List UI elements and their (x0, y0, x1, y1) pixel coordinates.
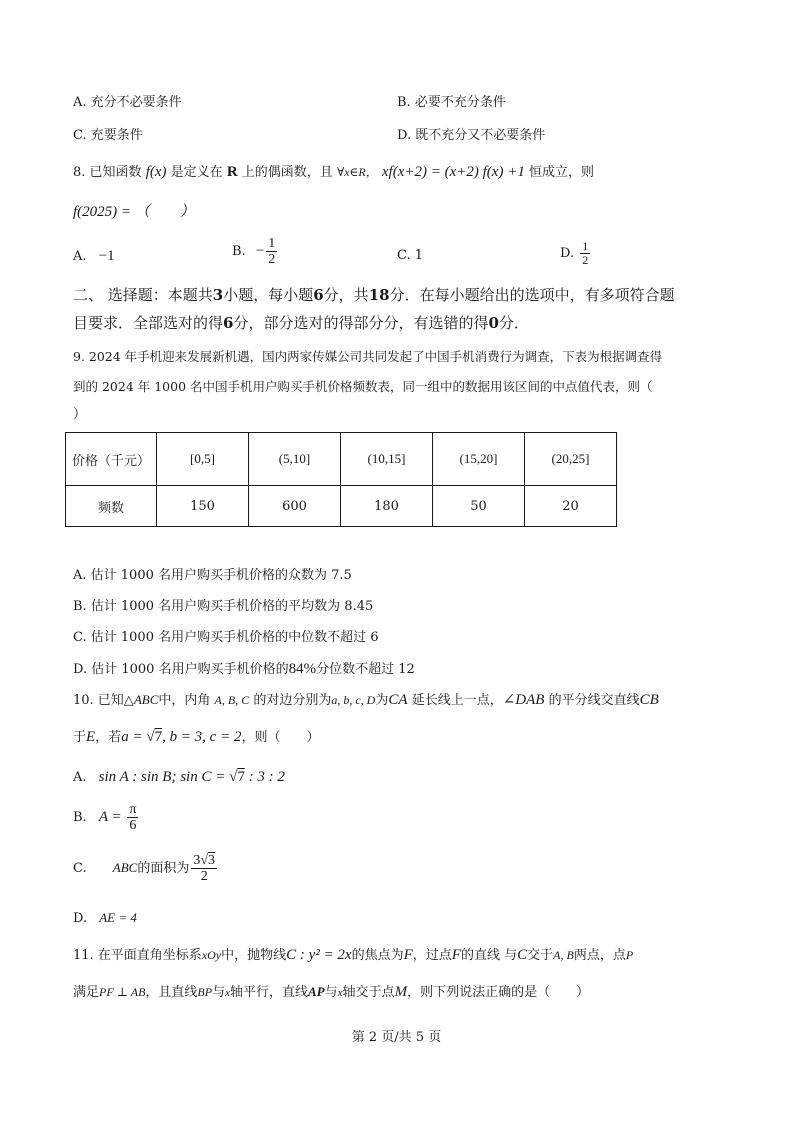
q8-fx: f(x) (145, 164, 167, 180)
page-footer: 第 2 页/共 5 页 (351, 1030, 442, 1045)
q8-option-d-fraction: $\frac{1}{2}$ (582, 239, 589, 267)
q9-stem-line1: 9. 2024 年手机迎来发展新机遇，国内两家传媒公司共同发起了中国手机消费行为调查，下表为根据调查得 (73, 349, 663, 364)
q9-option-d: D. 估计 1000 名用户购买手机价格的84%分位数不超过 12 (73, 661, 415, 677)
table-count-cell: 180 (341, 486, 433, 527)
q8-option-d (560, 240, 592, 267)
q8-equation: xf(x+2) = (x+2) f(x) +1 (381, 164, 525, 180)
table-interval-cell: (15,20] (433, 433, 525, 486)
q8-ask: f(2025) = （ ） (73, 204, 195, 220)
q8-option-b (232, 236, 279, 267)
q10-option-b-fraction: $\frac{\pi}{6}$ (129, 802, 137, 833)
table-interval-cell: (10,15] (341, 433, 433, 486)
q8-mid2: 上的偶函数，且 (241, 165, 333, 180)
q8-option-a-value: −1 (98, 248, 115, 264)
q9-stem-line2: 到的 2024 年 1000 名中国手机用户购买手机价格频数表，同一组中的数据用该区间的中点值代表，则（ (73, 379, 653, 394)
q9-option-a: A. 估计 1000 名用户购买手机价格的众数为 7.5 (73, 568, 352, 583)
section2-line1: 二、 选择题：本题共3小题，每小题6分，共18分．在每小题给出的选项中，有多项符合题 (73, 286, 675, 304)
table-interval-cell: (20,25] (525, 433, 617, 486)
table-row (66, 486, 617, 527)
q10-option-c: C. ABC的面积为 $\frac{3√3}{2}$ (73, 853, 216, 884)
q8-option-c: C. 1 (397, 248, 424, 263)
table-count-cell: 20 (525, 486, 617, 527)
table-count-cell: 50 (433, 486, 525, 527)
table-interval-cell: [0,5] (157, 433, 249, 486)
table-header-label: 价格（千元） (66, 433, 157, 486)
q7-option-d: D. 既不充分又不必要条件 (397, 128, 546, 143)
table-count-cell: 150 (157, 486, 249, 527)
q8-option-d-label: D. (560, 246, 575, 261)
q8-real-set: R (226, 164, 238, 180)
q8-option-b-label: B. (232, 244, 246, 259)
q8-stem (73, 162, 594, 183)
q10-option-c-fraction: $\frac{3√3}{2}$ (193, 853, 216, 884)
q9-option-c: C. 估计 1000 名用户购买手机价格的中位数不超过 6 (73, 630, 379, 645)
q9-frequency-table (65, 432, 617, 527)
q9-stem-line3: ） (73, 407, 87, 422)
q8-mid1: 是定义在 (170, 165, 223, 180)
q8-question (73, 202, 195, 223)
q10-option-d: D. AE = 4 (73, 910, 137, 926)
q7-option-a: A. 充分不必要条件 (73, 95, 182, 110)
q10-stem-line1: 10. 已知△ABC中，内角 A, B, C 的对边分别为a, b, c, D为CA 延长线上一点，∠DAB 的平分线交直线CB (73, 692, 659, 708)
q11-stem-line1: 11. 在平面直角坐标系xOy中，抛物线C : y² = 2x的焦点为F，过点F的直线 与C交于A, B两点，点P (73, 947, 634, 963)
table-interval-cell: (5,10] (249, 433, 341, 486)
table-count-cell: 600 (249, 486, 341, 527)
q10-stem-line2: 于E，若a = √7, b = 3, c = 2，则（ ） (73, 729, 320, 745)
q8-option-b-fraction: $\frac{1}{2}$ (268, 236, 276, 267)
q8-option-a (73, 246, 115, 267)
q10-option-b: B. A = $\frac{\pi}{6}$ (73, 802, 137, 833)
q7-option-b: B. 必要不充分条件 (397, 95, 506, 110)
q9-percentile: 84% (288, 661, 317, 677)
section2-line2: 目要求．全部选对的得6分，部分选对的得部分分，有选错的得0分． (73, 314, 529, 332)
table-row (66, 433, 617, 486)
q8-suffix: 恒成立，则 (528, 165, 594, 180)
q8-forall: ∀x∈R， (336, 165, 378, 179)
q8-option-a-label: A. (73, 249, 87, 264)
q10-option-a: A. sin A : sin B; sin C = √7 : 3 : 2 (73, 769, 285, 785)
q11-stem-line2: 满足PF ⊥ AB，且直线BP与x轴平行，直线AP与x轴交于点M，则下列说法正确的是（ ） (73, 984, 590, 1000)
table-row-label: 频数 (66, 486, 157, 527)
q7-option-c: C. 充要条件 (73, 128, 143, 143)
q9-option-b: B. 估计 1000 名用户购买手机价格的平均数为 8.45 (73, 599, 374, 614)
q8-option-b-sign: − (255, 243, 265, 259)
q8-prefix: 8. 已知函数 (73, 165, 142, 180)
